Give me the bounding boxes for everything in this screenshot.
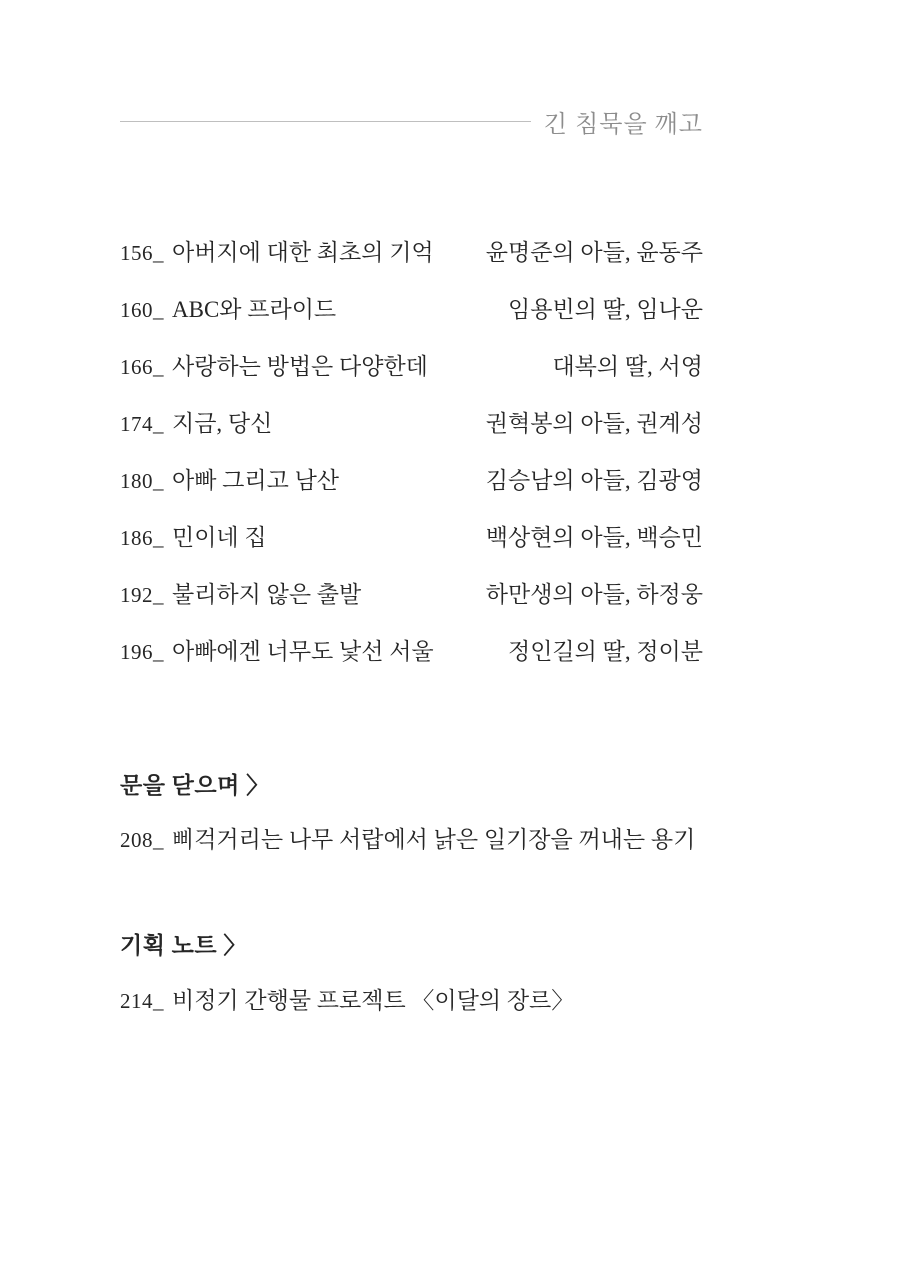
toc-entry xyxy=(120,623,703,680)
section-heading-planning-note: 기획 노트 〉 xyxy=(120,933,247,958)
toc-list xyxy=(120,224,703,680)
toc-entry-author: 백상현의 아들, 백승민 xyxy=(485,525,703,550)
toc-entry xyxy=(120,983,703,1019)
toc-entry xyxy=(120,395,703,452)
toc-entry-title: 아버지에 대한 최초의 기억 xyxy=(172,240,434,265)
toc-entry-title: 민이네 집 xyxy=(172,525,267,550)
toc-entry-author: 윤명준의 아들, 윤동주 xyxy=(485,240,703,265)
toc-entry-title: 아빠에겐 너무도 낯선 서울 xyxy=(172,639,434,664)
toc-entry-page-number: 214_ xyxy=(120,989,164,1013)
header-rule xyxy=(120,121,531,122)
toc-entry xyxy=(120,281,703,338)
toc-entry-author: 대복의 딸, 서영 xyxy=(552,354,703,379)
toc-entry-page-number: 180_ xyxy=(120,469,164,493)
toc-entry-page-number: 160_ xyxy=(120,298,164,322)
toc-entry-title: 불리하지 않은 출발 xyxy=(172,582,362,607)
chapter-title: 긴 침묵을 깨고 xyxy=(543,111,703,138)
toc-entry-page-number: 186_ xyxy=(120,526,164,550)
toc-entry-author: 권혁봉의 아들, 권계성 xyxy=(485,411,703,436)
toc-entry-title: 지금, 당신 xyxy=(172,411,273,436)
toc-entry-title: ABC와 프라이드 xyxy=(172,297,337,322)
toc-entry xyxy=(120,566,703,623)
toc-entry xyxy=(120,509,703,566)
toc-entry-author: 하만생의 아들, 하정웅 xyxy=(485,582,703,607)
toc-entry-page-number: 156_ xyxy=(120,241,164,265)
toc-entry-title: 비정기 간행물 프로젝트 〈이달의 장르〉 xyxy=(172,988,575,1013)
running-head xyxy=(120,97,703,145)
toc-entry-page-number: 192_ xyxy=(120,583,164,607)
toc-entry-page-number: 196_ xyxy=(120,640,164,664)
toc-entry-title: 사랑하는 방법은 다양한데 xyxy=(172,354,428,379)
toc-entry-title: 아빠 그리고 남산 xyxy=(172,468,340,493)
toc-entry-author: 김승남의 아들, 김광영 xyxy=(485,468,703,493)
toc-entry xyxy=(120,452,703,509)
section-heading-closing: 문을 닫으며 〉 xyxy=(120,773,270,798)
toc-entry-page-number: 166_ xyxy=(120,355,164,379)
toc-entry xyxy=(120,338,703,395)
toc-entry-author: 정인길의 딸, 정이분 xyxy=(508,639,703,664)
toc-entry-author: 임용빈의 딸, 임나운 xyxy=(508,297,703,322)
toc-entry-page-number: 208_ xyxy=(120,828,164,852)
toc-entry xyxy=(120,224,703,281)
toc-entry xyxy=(120,822,703,858)
toc-entry-page-number: 174_ xyxy=(120,412,164,436)
toc-entry-title: 삐걱거리는 나무 서랍에서 낡은 일기장을 꺼내는 용기 xyxy=(172,827,696,852)
